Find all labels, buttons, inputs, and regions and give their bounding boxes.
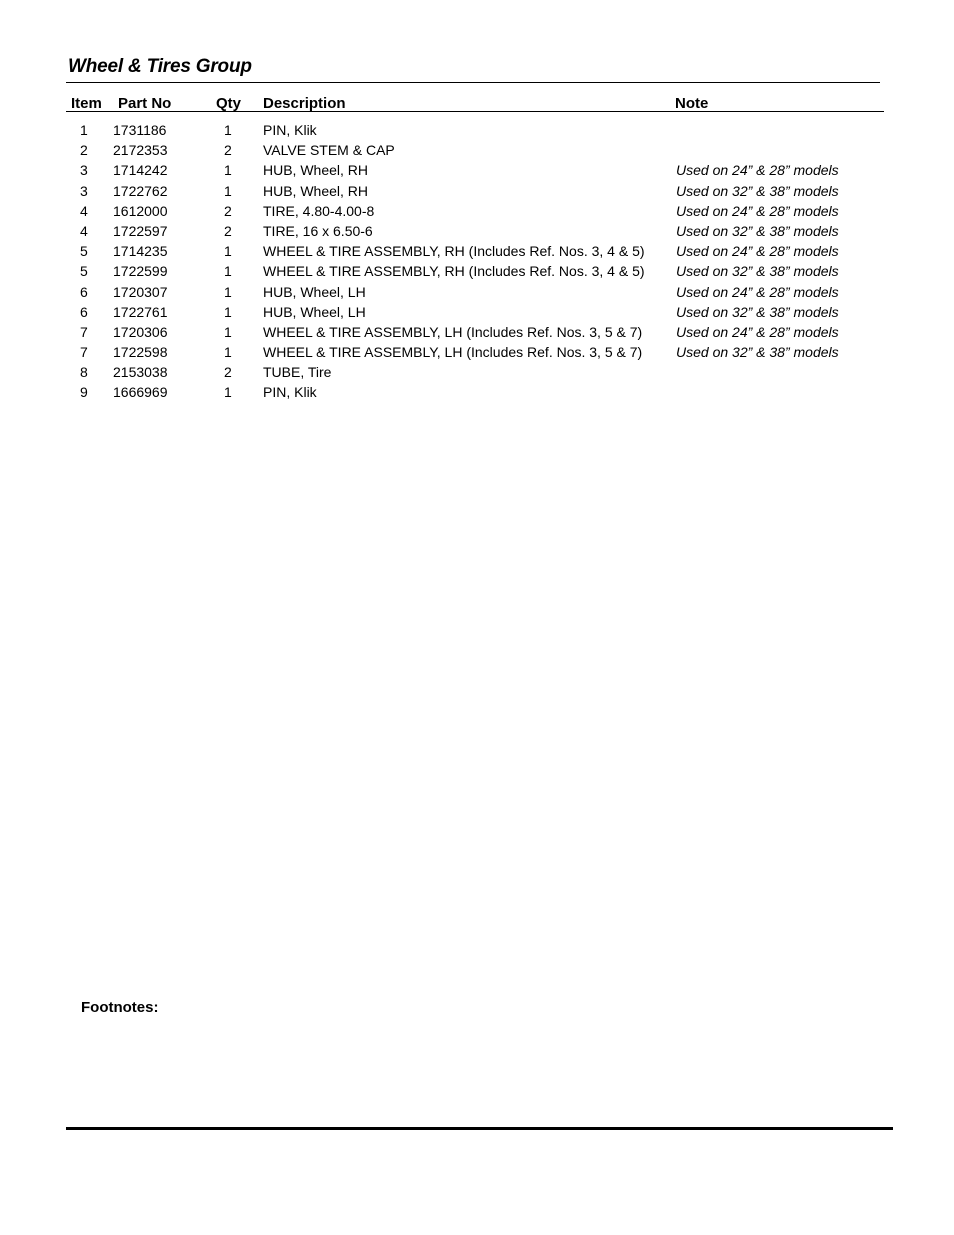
title-divider: [66, 82, 880, 83]
table-row: [0, 140, 954, 160]
part-number: 1666969: [113, 384, 168, 401]
note: Used on 32” & 38” models: [676, 182, 839, 199]
item-number: 7: [80, 344, 88, 361]
quantity: 1: [224, 122, 232, 138]
item-number: 8: [80, 364, 88, 381]
part-number: 2172353: [113, 142, 168, 159]
part-number: 1722598: [113, 344, 168, 361]
quantity: 2: [224, 142, 232, 159]
item-number: 5: [80, 243, 88, 260]
footnotes-label: Footnotes:: [81, 999, 159, 1016]
description: TUBE, Tire: [263, 364, 332, 381]
parts-list: [0, 120, 954, 403]
quantity: 2: [224, 364, 232, 381]
note: Used on 24” & 28” models: [676, 162, 839, 179]
description: HUB, Wheel, RH: [263, 182, 369, 199]
part-number: 1720307: [113, 283, 168, 300]
description: VALVE STEM & CAP: [263, 142, 395, 159]
quantity: 1: [224, 283, 232, 300]
description: TIRE, 16 x 6.50-6: [263, 222, 373, 239]
table-row: [0, 181, 954, 201]
item-number: 3: [80, 162, 88, 179]
table-row: [0, 241, 954, 261]
part-number: 1722762: [113, 182, 168, 199]
quantity: 1: [224, 344, 232, 361]
note: Used on 32” & 38” models: [676, 263, 839, 280]
item-number: 1: [80, 122, 88, 138]
note: Used on 24” & 28” models: [676, 202, 839, 219]
item-number: 4: [80, 222, 88, 239]
table-row: [0, 201, 954, 221]
table-row: [0, 362, 954, 382]
quantity: 1: [224, 162, 232, 179]
description: HUB, Wheel, RH: [263, 162, 369, 179]
quantity: 1: [224, 303, 232, 320]
table-row: [0, 160, 954, 180]
note: Used on 24” & 28” models: [676, 283, 839, 300]
table-row: [0, 342, 954, 362]
part-number: 1722599: [113, 263, 168, 280]
part-number: 2153038: [113, 364, 168, 381]
quantity: 1: [224, 243, 232, 260]
note: Used on 24” & 28” models: [676, 243, 839, 260]
description: PIN, Klik: [263, 384, 317, 401]
part-number: 1714242: [113, 162, 168, 179]
header-item: Item: [71, 95, 102, 112]
quantity: 1: [224, 384, 232, 401]
item-number: 6: [80, 283, 88, 300]
table-row: [0, 282, 954, 302]
note: Used on 32” & 38” models: [676, 344, 839, 361]
part-number: 1714235: [113, 243, 168, 260]
quantity: 1: [224, 323, 232, 340]
item-number: 9: [80, 384, 88, 401]
header-part-no: Part No: [118, 95, 172, 112]
quantity: 1: [224, 182, 232, 199]
item-number: 2: [80, 142, 88, 159]
note: Used on 32” & 38” models: [676, 222, 839, 239]
note: Used on 32” & 38” models: [676, 303, 839, 320]
table-row: [0, 322, 954, 342]
table-row: [0, 261, 954, 281]
quantity: 2: [224, 222, 232, 239]
page-title: Wheel & Tires Group: [68, 56, 252, 77]
table-row: [0, 302, 954, 322]
description: PIN, Klik: [263, 122, 317, 138]
part-number: 1612000: [113, 202, 168, 219]
header-qty: Qty: [216, 95, 242, 112]
header-note: Note: [675, 95, 709, 112]
note: Used on 24” & 28” models: [676, 323, 839, 340]
item-number: 6: [80, 303, 88, 320]
part-number: 1722761: [113, 303, 168, 320]
table-row: [0, 120, 954, 140]
header-divider: [66, 111, 884, 112]
description: WHEEL & TIRE ASSEMBLY, LH (Includes Ref. Nos. 3, 5 & 7): [263, 344, 643, 361]
item-number: 3: [80, 182, 88, 199]
table-row: [0, 221, 954, 241]
description: HUB, Wheel, LH: [263, 283, 366, 300]
quantity: 2: [224, 202, 232, 219]
quantity: 1: [224, 263, 232, 280]
item-number: 5: [80, 263, 88, 280]
description: WHEEL & TIRE ASSEMBLY, RH (Includes Ref. Nos. 3, 4 & 5): [263, 263, 645, 280]
item-number: 4: [80, 202, 88, 219]
part-number: 1731186: [113, 122, 167, 138]
description: WHEEL & TIRE ASSEMBLY, LH (Includes Ref. Nos. 3, 5 & 7): [263, 323, 643, 340]
item-number: 7: [80, 323, 88, 340]
description: TIRE, 4.80-4.00-8: [263, 202, 375, 219]
header-description: Description: [263, 95, 346, 112]
part-number: 1722597: [113, 222, 168, 239]
table-row: [0, 382, 954, 402]
description: HUB, Wheel, LH: [263, 303, 366, 320]
bottom-divider: [66, 1127, 893, 1130]
part-number: 1720306: [113, 323, 168, 340]
description: WHEEL & TIRE ASSEMBLY, RH (Includes Ref. Nos. 3, 4 & 5): [263, 243, 645, 260]
